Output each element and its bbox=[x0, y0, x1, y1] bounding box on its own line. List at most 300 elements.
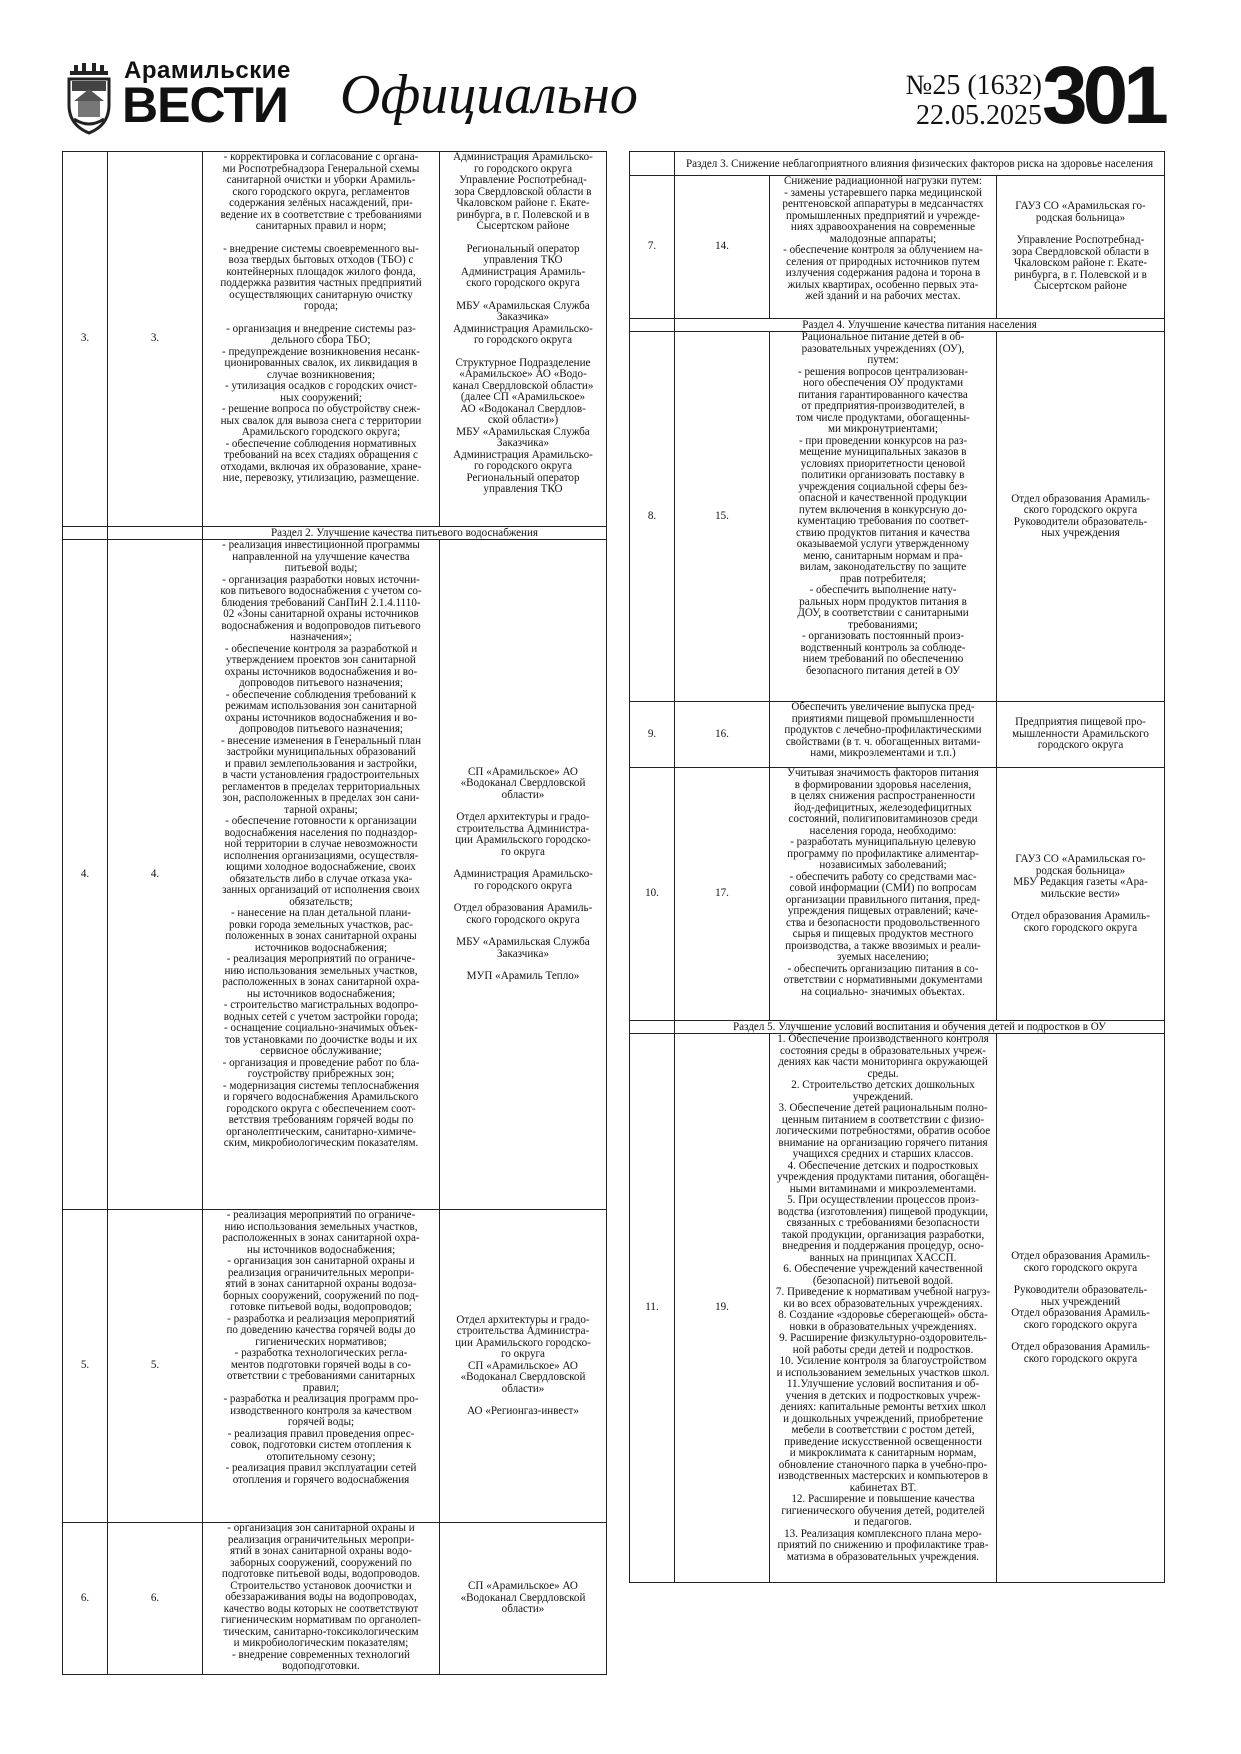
text-line: - внедрение современных технологий bbox=[232, 1648, 410, 1661]
text-line: питания гарантированного качества bbox=[798, 388, 968, 401]
responsible-cell bbox=[997, 768, 1165, 1021]
row-number: 5. bbox=[63, 1210, 108, 1523]
text-line: реализация ограничительных меропри- bbox=[227, 1533, 415, 1546]
text-line: МУП «Арамиль Тепло» bbox=[466, 970, 580, 982]
text-line: блюдения требований СанПиН 2.1.4.1110- bbox=[221, 596, 421, 609]
text-line: приятиями пищевой промышленности bbox=[791, 712, 975, 725]
text-line bbox=[442, 233, 604, 244]
text-line: ми Роспотребнадзора Генеральной схемы bbox=[222, 162, 420, 175]
text-line: ятий в зонах санитарной охраны водо- bbox=[230, 1545, 412, 1557]
section-heading: Раздел 5. Улучшение условий воспитания и обучения детей и подростков в ОУ bbox=[675, 1021, 1165, 1034]
text-line: - организация разработки новых источни- bbox=[222, 573, 420, 586]
text-line: путем: bbox=[867, 354, 899, 366]
text-line: источников водоснабжения; bbox=[254, 941, 388, 954]
text-line: - строительство магистральных водопро- bbox=[223, 999, 419, 1011]
text-line: водоснабжения населения по подназдор- bbox=[224, 826, 418, 839]
row-number: 11. bbox=[630, 1034, 675, 1583]
text-line: охраны источников водоснабжения и во- bbox=[224, 711, 418, 724]
responsible-cell bbox=[440, 1523, 607, 1675]
text-line: (далее СП «Арамильское» bbox=[460, 391, 586, 403]
text-line: населения города, необходимо: bbox=[809, 824, 957, 837]
text-line: санитарной очистки и уборки Арамиль- bbox=[226, 174, 416, 186]
text-line: условиях приоритетности ценовой bbox=[800, 457, 966, 470]
text-line: - разработка технологических регла- bbox=[234, 1347, 408, 1359]
responsible-cell bbox=[997, 176, 1165, 319]
text-line: родская больница» bbox=[1035, 864, 1126, 877]
table-row bbox=[63, 152, 607, 527]
text-line bbox=[205, 313, 437, 324]
text-line: изводственных мастерских и компьютеров в bbox=[778, 1470, 988, 1482]
item-number: 17. bbox=[675, 768, 770, 1021]
text-line: ответствии с нормативными документами bbox=[783, 974, 983, 986]
text-line: прав потребителя; bbox=[839, 572, 927, 585]
table-row bbox=[63, 540, 607, 1210]
left-table bbox=[62, 151, 607, 1675]
text-line: родская больница» bbox=[1035, 211, 1126, 224]
text-line: СП «Арамильское» АО bbox=[468, 765, 578, 778]
text-line: ральных норм продуктов питания в bbox=[799, 595, 967, 608]
text-line: АО «Регионгаз-инвест» bbox=[467, 1405, 579, 1417]
issue-info bbox=[882, 71, 1042, 131]
text-line: режимам использования зон санитарной bbox=[225, 700, 417, 712]
text-line: Структурное Подразделение bbox=[455, 356, 591, 369]
text-line: Учитывая значимость факторов питания bbox=[787, 767, 979, 779]
text-line: жилых квартирах, особенно первых эта- bbox=[787, 278, 979, 291]
text-line: требований на всех стадиях обращения с bbox=[224, 449, 418, 461]
text-line: - реализация инвестиционной программы bbox=[222, 539, 420, 551]
text-line bbox=[442, 347, 604, 358]
row-number: 3. bbox=[63, 152, 108, 527]
text-line: качество воды которых не соответствуют bbox=[223, 1602, 419, 1615]
text-line: АО «Водоканал Свердлов- bbox=[460, 402, 586, 415]
text-line: зора Свердловской области в bbox=[454, 185, 592, 198]
text-line: жей зданий и на рабочих местах. bbox=[805, 290, 961, 302]
text-line: ной территории в случае невозможности bbox=[224, 838, 418, 850]
text-line: нозависимых заболеваний; bbox=[819, 859, 947, 871]
text-line: - реализация мероприятий по ограниче- bbox=[226, 1209, 416, 1221]
text-line: Отдел образования Арамиль- bbox=[453, 902, 593, 914]
text-line: ского городского округа bbox=[1023, 504, 1138, 516]
text-line: внедрения и поддержания процедур, осно- bbox=[782, 1240, 984, 1252]
text-line: оказываемой услуги утвержденному bbox=[796, 538, 970, 550]
text-line: ванных на принципах ХАССП. bbox=[809, 1251, 957, 1264]
text-line: Отдел образования Арамиль- bbox=[1011, 910, 1150, 922]
text-line: опасной и качественной продукции bbox=[799, 492, 967, 504]
text-line: - разработка и реализация мероприятий bbox=[227, 1312, 415, 1325]
section-heading: Раздел 2. Улучшение качества питьевого водоснабжения bbox=[203, 527, 607, 540]
text-line: ДОУ, в соответствии с санитарными bbox=[797, 607, 969, 619]
section-row bbox=[630, 319, 1165, 332]
text-line: ГАУЗ СО «Арамильская го- bbox=[1015, 200, 1146, 213]
issue-date: 22.05.2025 bbox=[916, 100, 1042, 131]
text-line: на социально- значимых объектах. bbox=[801, 985, 965, 998]
text-line: в части установления градостроительных bbox=[222, 769, 420, 781]
table-row bbox=[63, 1210, 607, 1523]
text-line bbox=[205, 233, 437, 244]
text-line: и правил землепользования и застройки, bbox=[224, 757, 417, 770]
text-line: гоустройству прибрежных зон; bbox=[247, 1068, 395, 1080]
text-line: - организация зон санитарной охраны и bbox=[227, 1522, 415, 1534]
text-line: связанных с требованиями безопасности bbox=[786, 1217, 980, 1229]
text-line: совой информации (СМИ) по вопросам bbox=[789, 882, 977, 894]
text-line: Чкаловском районе г. Екате- bbox=[1013, 257, 1148, 270]
text-line: приведение искусственной освещенности bbox=[784, 1435, 982, 1448]
text-line: том числе продуктами, обогащенны- bbox=[796, 411, 970, 424]
text-line: продуктов с лечебно-профилактическими bbox=[784, 724, 982, 736]
text-line: содержания зелёных насаждений, при- bbox=[229, 197, 413, 209]
text-line: ние, перевозку, утилизацию, размещение. bbox=[222, 472, 420, 484]
text-line: 10. Усиление контроля за благоустройством bbox=[779, 1355, 987, 1367]
text-line: СП «Арамильское» АО bbox=[468, 1580, 578, 1593]
text-line: ствию продуктов питания и качества bbox=[796, 526, 970, 539]
text-line: ющими холодное водоснабжение, своих bbox=[226, 861, 416, 873]
text-line: ГАУЗ СО «Арамильская го- bbox=[1015, 853, 1146, 865]
text-line: 8. Создание «здоровье сберегающей» обста- bbox=[778, 1309, 988, 1321]
text-line: нию использования земельных участков, bbox=[224, 1220, 418, 1233]
text-line: МБУ Редакция газеты «Ара- bbox=[1013, 876, 1148, 888]
text-line: Администрация Арамильско- bbox=[453, 868, 593, 880]
text-line: - разработать муниципальную целевую bbox=[790, 836, 976, 848]
text-line: - обеспечение соблюдения нормативных bbox=[225, 437, 417, 450]
text-line: го городского округа bbox=[473, 162, 573, 175]
text-line: логическими потребностями, обратив особое bbox=[775, 1125, 991, 1137]
text-line: дельного сбора ТБО; bbox=[271, 334, 371, 346]
table-row bbox=[630, 1034, 1165, 1583]
text-line: Отдел образования Арамиль- bbox=[1011, 1341, 1150, 1353]
text-line: мышленности Арамильского bbox=[1012, 727, 1149, 740]
text-line: 02 «Зоны санитарной охраны источников bbox=[223, 608, 419, 620]
text-line: - нанесение на план детальной плани- bbox=[230, 907, 412, 919]
text-line: ценным питанием в соответствии с физио- bbox=[781, 1113, 985, 1126]
text-line: селения от природных источников путем bbox=[786, 255, 980, 268]
text-line: строительства Администра- bbox=[456, 822, 590, 835]
text-line: - оснащение социально-значимых объек- bbox=[223, 1022, 419, 1034]
text-line: ского городского округа bbox=[1023, 921, 1138, 934]
text-line: Управление Роспотребнад- bbox=[1016, 234, 1145, 247]
text-line: разовательных учреждениях (ОУ), bbox=[801, 342, 965, 355]
text-line: тарной охраны; bbox=[284, 803, 358, 816]
text-line: отопления и горячего водоснабжения bbox=[232, 1473, 410, 1486]
coat-of-arms-icon bbox=[66, 61, 112, 135]
text-line: готовке питьевой воды, водопроводов; bbox=[230, 1301, 412, 1313]
text-line: (безопасной) питьевой водой. bbox=[812, 1274, 954, 1287]
text-line: кабинетах ВТ. bbox=[849, 1481, 917, 1494]
text-line: Заказчика» bbox=[497, 311, 549, 323]
right-table bbox=[629, 151, 1165, 1583]
text-line: ответствии с требованиями санитарных bbox=[226, 1370, 416, 1382]
text-line: ментов подготовки горячей воды в со- bbox=[230, 1358, 412, 1371]
text-line: гигиенического обучения детей, родителей bbox=[781, 1504, 985, 1517]
text-line: безопасного питания детей в ОУ bbox=[805, 664, 961, 677]
text-line: МБУ «Арамильская Служба bbox=[456, 936, 590, 948]
text-line: йод-дефицитных, железодефицитных bbox=[794, 801, 972, 814]
text-line: го городского округа bbox=[473, 334, 573, 346]
text-line: Региональный оператор bbox=[466, 471, 580, 484]
row-number: 4. bbox=[63, 540, 108, 1210]
text-line: - обеспечить работу со средствами мас- bbox=[789, 870, 977, 883]
text-line: охраны источников водоснабжения и во- bbox=[224, 665, 418, 678]
text-line: 6. Обеспечение учреждений качественной bbox=[783, 1263, 983, 1275]
text-line: тов установками по доочистке воды и их bbox=[224, 1033, 418, 1046]
text-line: осуществляющих санитарную очистку bbox=[229, 288, 413, 301]
section-row bbox=[63, 527, 607, 540]
text-line: такой продукции, организация разработки, bbox=[781, 1228, 985, 1241]
row-number: 7. bbox=[630, 176, 675, 319]
text-line: по доведению качества горячей воды до bbox=[226, 1324, 416, 1336]
text-line: Региональный оператор bbox=[466, 242, 580, 255]
text-line: учреждений. bbox=[852, 1090, 914, 1103]
text-line: - внесение изменения в Генеральный план bbox=[220, 734, 422, 747]
text-line: горячей воды; bbox=[287, 1416, 355, 1428]
text-line: города; bbox=[303, 300, 339, 312]
text-line: организации правильного питания, пред- bbox=[785, 893, 981, 906]
section-title: Официально bbox=[340, 64, 638, 126]
activities-cell bbox=[203, 1210, 440, 1523]
text-line: новки в образовательных учреждениях. bbox=[789, 1320, 977, 1333]
text-line: Рациональное питание детей в об- bbox=[801, 331, 965, 343]
text-line: Администрация Арамильско- bbox=[453, 448, 593, 461]
text-line: контейнерных площадок жилого фонда, bbox=[226, 265, 416, 278]
text-line: ны источников водоснабжения; bbox=[246, 1243, 396, 1256]
text-line: путем включения в конкурсную до- bbox=[798, 503, 968, 516]
text-line: требованиями; bbox=[848, 618, 918, 631]
text-line: управления ТКО bbox=[483, 254, 563, 266]
text-line: мебели в соответствии с ростом детей, bbox=[791, 1424, 975, 1436]
text-line: в формировании здоровья населения, bbox=[794, 778, 972, 791]
responsible-cell bbox=[440, 152, 607, 527]
text-line: ского городского округа bbox=[466, 277, 580, 289]
text-line: учреждения продуктами питания, обогащён- bbox=[777, 1171, 989, 1183]
text-line: приятий по снижению и профилактике трав- bbox=[777, 1539, 989, 1551]
text-line: Отдел образования Арамиль- bbox=[1011, 492, 1150, 505]
text-line: и дошкольных учреждений, приобретение bbox=[783, 1412, 983, 1425]
text-line: совок, подготовки систем отопления к bbox=[230, 1439, 412, 1451]
text-line: Отдел образования Арамиль- bbox=[1011, 1250, 1150, 1262]
text-line: го городского округа bbox=[473, 879, 573, 892]
text-line: ского городского округа bbox=[1023, 1318, 1138, 1331]
text-line: ны источников водоснабжения; bbox=[246, 987, 396, 1000]
text-line: «Арамильское» АО «Водо- bbox=[459, 368, 587, 380]
text-line: городского округа bbox=[1037, 739, 1124, 752]
text-line: регламентов в пределах территориальных bbox=[222, 780, 420, 793]
text-line: расположенных в зонах санитарной охра- bbox=[222, 1232, 420, 1244]
text-line: свойствами (в т. ч. обогащенных витами- bbox=[785, 735, 981, 748]
text-line: состояния среды в образовательных учреж- bbox=[780, 1044, 986, 1057]
item-number: 15. bbox=[675, 332, 770, 702]
item-number: 4. bbox=[108, 540, 203, 1210]
text-line: правил; bbox=[302, 1381, 340, 1394]
row-number: 10. bbox=[630, 768, 675, 1021]
text-line: воза твердых бытовых отходов (ТБО) с bbox=[228, 254, 414, 266]
text-line: поддержка развития частных предприятий bbox=[220, 277, 422, 289]
section-row bbox=[630, 152, 1165, 176]
text-line: ного обеспечения ОУ продуктами bbox=[802, 377, 964, 389]
activities-cell bbox=[770, 702, 997, 768]
text-line: СП «Арамильское» АО bbox=[468, 1359, 578, 1372]
text-line: - разработка и реализация программ про- bbox=[223, 1393, 419, 1405]
text-line: ков питьевого водоснабжения с учетом со- bbox=[220, 585, 422, 597]
text-line: ской области») bbox=[487, 414, 559, 426]
text-line: обязательств; bbox=[289, 895, 353, 908]
item-number: 5. bbox=[108, 1210, 203, 1523]
text-line: учения в детских и подростковых учреж- bbox=[785, 1389, 981, 1402]
text-line: го округа bbox=[501, 1348, 545, 1360]
text-line: производства, а также ввозимых и реали- bbox=[785, 939, 981, 952]
text-line: органолептическим, санитарно-химиче- bbox=[226, 1125, 416, 1138]
text-line: допроводов питьевого назначения; bbox=[238, 723, 404, 735]
text-line: зора Свердловской области в bbox=[1011, 245, 1149, 258]
text-line: го округа bbox=[501, 845, 545, 858]
text-line: - предупреждение возникновения несанк- bbox=[222, 345, 420, 358]
text-line: расположенных в зонах санитарной охра- bbox=[222, 976, 420, 988]
text-line: ятий в зонах санитарной охраны водоза- bbox=[225, 1278, 417, 1290]
text-line: борных сооружений, сооружений по под- bbox=[223, 1289, 419, 1302]
text-line: - обеспечить выполнение нату- bbox=[809, 584, 957, 596]
text-line: Предприятия пищевой про- bbox=[1015, 716, 1146, 729]
text-line: ных учреждения bbox=[1041, 527, 1120, 539]
text-line: - при проведении конкурсов на раз- bbox=[798, 434, 968, 447]
text-line: ниях здравоохранения на современные bbox=[790, 221, 976, 233]
text-line: ветствия требованиям горячей воды по bbox=[228, 1114, 414, 1126]
text-line: гигиеническим нормативам по органолеп- bbox=[221, 1614, 421, 1626]
logo-line-1: Арамильские bbox=[124, 57, 291, 84]
text-line: вилам, законодательству по защите bbox=[799, 561, 967, 573]
text-line: ки во всех образовательных учреждениях. bbox=[783, 1297, 983, 1310]
text-line: Отдел архитектуры и градо- bbox=[456, 811, 590, 823]
text-line: - решение вопроса по обустройству снеж- bbox=[221, 403, 421, 415]
text-line: 2. Строительство детских дошкольных bbox=[791, 1079, 975, 1091]
text-line: - обеспечение контроля за разработкой и bbox=[224, 642, 418, 655]
text-line: - обеспечить организацию питания в со- bbox=[787, 962, 979, 975]
text-line: Строительство установок доочистки и bbox=[230, 1579, 412, 1592]
table-row bbox=[630, 332, 1165, 702]
logo-line-2: ВЕСТИ bbox=[122, 77, 288, 133]
text-line: допроводов питьевого назначения; bbox=[238, 677, 404, 689]
text-line: учреждения социальной сферы без- bbox=[798, 480, 968, 493]
text-line: назначения»; bbox=[290, 631, 352, 643]
text-line: ными витаминами и микроэлементами. bbox=[789, 1182, 977, 1195]
text-line bbox=[442, 290, 604, 301]
activities-cell bbox=[203, 540, 440, 1210]
table-row bbox=[63, 1523, 607, 1675]
text-line: питьевой воды; bbox=[284, 562, 358, 574]
text-line: «Водоканал Свердловской bbox=[460, 1371, 586, 1383]
text-line: излучения содержания радона и торона в bbox=[785, 267, 981, 279]
text-line: 7. Приведение к нормативам учебной нагруз- bbox=[775, 1286, 991, 1298]
text-line: кументацию требования по соответ- bbox=[797, 515, 969, 527]
text-line: политики организовать поставку в bbox=[801, 469, 965, 481]
text-line: - организация зон санитарной охраны и bbox=[227, 1255, 415, 1267]
text-line: - утилизация осадков с городских очист- bbox=[225, 380, 417, 392]
item-number: 14. bbox=[675, 176, 770, 319]
text-line: - корректировка и согласование с органа- bbox=[223, 151, 419, 163]
text-line: 1. Обеспечение производственного контроля bbox=[777, 1033, 989, 1045]
row-number: 8. bbox=[630, 332, 675, 702]
text-line: Руководители образователь- bbox=[1013, 515, 1148, 528]
text-line: МБУ «Арамильская Служба bbox=[456, 425, 590, 438]
text-line: тическим, санитарно-токсикологическим bbox=[223, 1625, 419, 1638]
text-line: дениях как части мониторинга окружающей bbox=[778, 1056, 988, 1068]
text-line: зуемых населению; bbox=[837, 951, 929, 963]
table-row bbox=[630, 702, 1165, 768]
text-line: водоснабжения и водопроводов питьевого bbox=[221, 619, 421, 632]
text-line: обязательств либо в случае отказа ука- bbox=[229, 872, 413, 885]
item-number: 6. bbox=[108, 1523, 203, 1675]
newspaper-logo bbox=[62, 55, 292, 135]
text-line: - организация и внедрение системы раз- bbox=[226, 322, 416, 335]
text-line: ского городского округа bbox=[466, 913, 580, 926]
text-line: - модернизация системы теплоснабжения bbox=[222, 1079, 420, 1092]
text-line: водства (изготовления) пищевой продукции, bbox=[777, 1205, 989, 1218]
text-line: городского округа с обеспечением соот- bbox=[226, 1102, 416, 1115]
text-line: подготовке питьевой воды, водопроводов. bbox=[221, 1568, 421, 1580]
table-row bbox=[630, 176, 1165, 319]
text-line: промышленных предприятий и учрежде- bbox=[785, 209, 981, 222]
text-line: состояний, полигиповитаминозов среди bbox=[788, 813, 978, 825]
text-line: Заказчика» bbox=[497, 437, 549, 449]
text-line: мещение муниципальных заказов в bbox=[799, 446, 967, 458]
text-line: нию использования земельных участков, bbox=[224, 964, 418, 977]
text-line: и горячего водоснабжения Арамильского bbox=[223, 1091, 419, 1103]
section-heading: Раздел 4. Улучшение качества питания населения bbox=[675, 319, 1165, 332]
text-line: ринбурга, в г. Полевской и в bbox=[1014, 268, 1147, 281]
text-line: области» bbox=[501, 1603, 545, 1616]
text-line: - организация и проведение работ по бла- bbox=[222, 1056, 420, 1069]
issue-number: №25 (1632) bbox=[905, 70, 1042, 101]
text-line: реализация ограничительных меропри- bbox=[227, 1266, 415, 1279]
text-line: 11.Улучшение условий воспитания и об- bbox=[786, 1378, 980, 1390]
text-line: ства и безопасности продовольственного bbox=[786, 916, 980, 929]
text-line: водственный контроль за соблюде- bbox=[800, 641, 966, 654]
text-line: ных сооружений; bbox=[280, 391, 362, 404]
text-line: упреждения пищевых отравлений; каче- bbox=[787, 905, 979, 917]
text-line: ционированных свалок, их ликвидация в bbox=[224, 357, 418, 369]
text-line: заборных сооружений, сооружений по bbox=[230, 1556, 412, 1569]
responsible-cell bbox=[440, 540, 607, 1210]
section-row bbox=[630, 1021, 1165, 1034]
text-line: 12. Расширение и повышение качества bbox=[791, 1493, 975, 1505]
text-line: и использованием земельных участков школ. bbox=[776, 1366, 990, 1379]
text-line: МБУ «Арамильская Служба bbox=[456, 299, 590, 312]
activities-cell bbox=[770, 768, 997, 1021]
text-line: «Водоканал Свердловской bbox=[460, 1591, 586, 1604]
responsible-cell bbox=[440, 1210, 607, 1523]
text-line: Обеспечить увеличение выпуска пред- bbox=[791, 701, 975, 713]
text-line: гигиенических нормативов; bbox=[255, 1335, 387, 1348]
responsible-cell bbox=[997, 1034, 1165, 1583]
text-line: зон, расположенных в пределах зон сани- bbox=[222, 792, 420, 804]
table-row bbox=[630, 768, 1165, 1021]
responsible-cell bbox=[997, 702, 1165, 768]
text-line: малодозные аппараты; bbox=[829, 232, 937, 245]
text-line: нием требований по обеспечению bbox=[802, 653, 964, 665]
text-line: ции Арамильского городско- bbox=[455, 834, 591, 846]
text-line: Управление Роспотребнад- bbox=[459, 174, 587, 186]
text-line: и микроклимата к санитарным нормам, bbox=[789, 1447, 977, 1459]
section-heading: Раздел 3. Снижение неблагоприятного влияния физических факторов риска на здоровье населения bbox=[675, 152, 1165, 176]
text-line: нами, микроэлементами и т.п.) bbox=[810, 747, 956, 759]
text-line: дениях: капитальные ремонты ветхих школ bbox=[780, 1401, 986, 1413]
text-line: Руководители образователь- bbox=[1013, 1284, 1148, 1296]
text-line: ского городского округа bbox=[1023, 1261, 1138, 1274]
text-line: Чкаловском районе г. Екате- bbox=[456, 197, 590, 209]
text-line: Сысертском районе bbox=[1034, 280, 1127, 293]
text-line: Отдел архитектуры и градо- bbox=[456, 1313, 590, 1326]
text-line: ведение их в соответствие с требованиями bbox=[220, 208, 422, 221]
text-line: 13. Реализация комплексного плана меро- bbox=[784, 1527, 982, 1540]
text-line: меню, санитарным нормам и пра- bbox=[803, 549, 963, 562]
activities-cell bbox=[203, 152, 440, 527]
